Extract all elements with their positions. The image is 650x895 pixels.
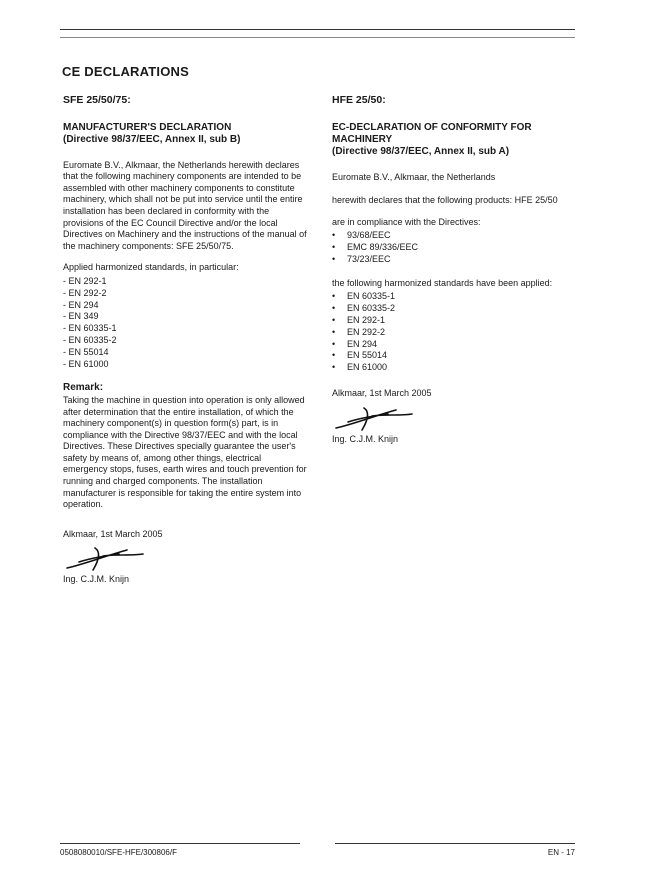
list-item: • EN 60335-2 [332,303,580,315]
right-products-text: herewith declares that the following products: HFE 25/50 [332,195,558,206]
list-item: • EN 294 [332,339,580,351]
list-item: • 73/23/EEC [332,254,580,266]
right-column [332,95,580,445]
left-standards-list [63,276,308,370]
right-declaration-subtitle: (Directive 98/37/EEC, Annex II, sub A) [332,145,510,157]
footer-document-code: 0508080010/SFE-HFE/300806/F [60,848,177,857]
list-item: • EN 61000 [332,362,580,374]
left-declaration-title: MANUFACTURER'S DECLARATION [63,121,232,133]
list-item: - EN 292-1 [63,276,308,288]
right-standards-intro: the following harmonized standards have been applied: [332,277,553,288]
right-declaration-title: EC-DECLARATION OF CONFORMITY FOR MACHINERY [332,121,532,145]
page-number: EN - 17 [547,848,575,857]
left-date: Alkmaar, 1st March 2005 [63,528,163,539]
section-title: CE DECLARATIONS [62,64,189,79]
right-signer: Ing. C.J.M. Knijn [332,433,399,444]
list-item: - EN 60335-1 [63,323,308,335]
list-item: • EN 60335-1 [332,291,580,303]
left-declaration-subtitle: (Directive 98/37/EEC, Annex II, sub B) [63,133,241,145]
right-company: Euromate B.V., Alkmaar, the Netherlands [332,171,496,182]
signature-icon [334,404,414,432]
list-item: - EN 61000 [63,359,308,371]
right-standards-list [332,291,580,374]
list-item: • EN 292-1 [332,315,580,327]
left-model-heading: SFE 25/50/75: [63,94,131,106]
list-item: • EN 55014 [332,350,580,362]
top-rule-secondary [60,37,575,38]
right-directives-list [332,230,580,265]
right-date: Alkmaar, 1st March 2005 [332,387,432,398]
list-item: - EN 349 [63,311,308,323]
top-rule [60,29,575,30]
list-item: • EN 292-2 [332,327,580,339]
signature-icon [65,544,145,572]
left-signer: Ing. C.J.M. Knijn [63,574,130,585]
list-item: - EN 292-2 [63,288,308,300]
bottom-rule-left [60,843,300,844]
remark-text: Taking the machine in question into operation is only allowed after determination that the entire installation, of which the machinery component(s) in question form(s) part, is in compliance with the Directive 98/37/EEC and with the local Directives. These Directives specially guarantee the user's safety by means of, among other things, electrical emergency stops, fuses, earth wires and touch prevention for running and charged components. The installation manufacturer is responsible for taking the entire system into operation. [63,394,307,510]
list-item: - EN 60335-2 [63,335,308,347]
left-standards-intro: Applied harmonized standards, in particular: [63,262,239,273]
right-directives-intro: are in compliance with the Directives: [332,216,481,227]
list-item: - EN 294 [63,300,308,312]
left-column [63,95,308,586]
list-item: • EMC 89/336/EEC [332,242,580,254]
remark-title: Remark: [63,382,104,394]
bottom-rule-right [335,843,575,844]
list-item: - EN 55014 [63,347,308,359]
list-item: • 93/68/EEC [332,230,580,242]
right-model-heading: HFE 25/50: [332,94,386,106]
left-intro-paragraph: Euromate B.V., Alkmaar, the Netherlands herewith declares that the following machinery components are intended to be assembled with other machinery components to constitute machinery, which shall not be put into service until the entire installation has been declared in conformity with the provisions of the EC Council Directive and/or the local Directives on Machinery and the instructions of the manual of the machinery components: SFE 25/50/75. [63,159,307,251]
